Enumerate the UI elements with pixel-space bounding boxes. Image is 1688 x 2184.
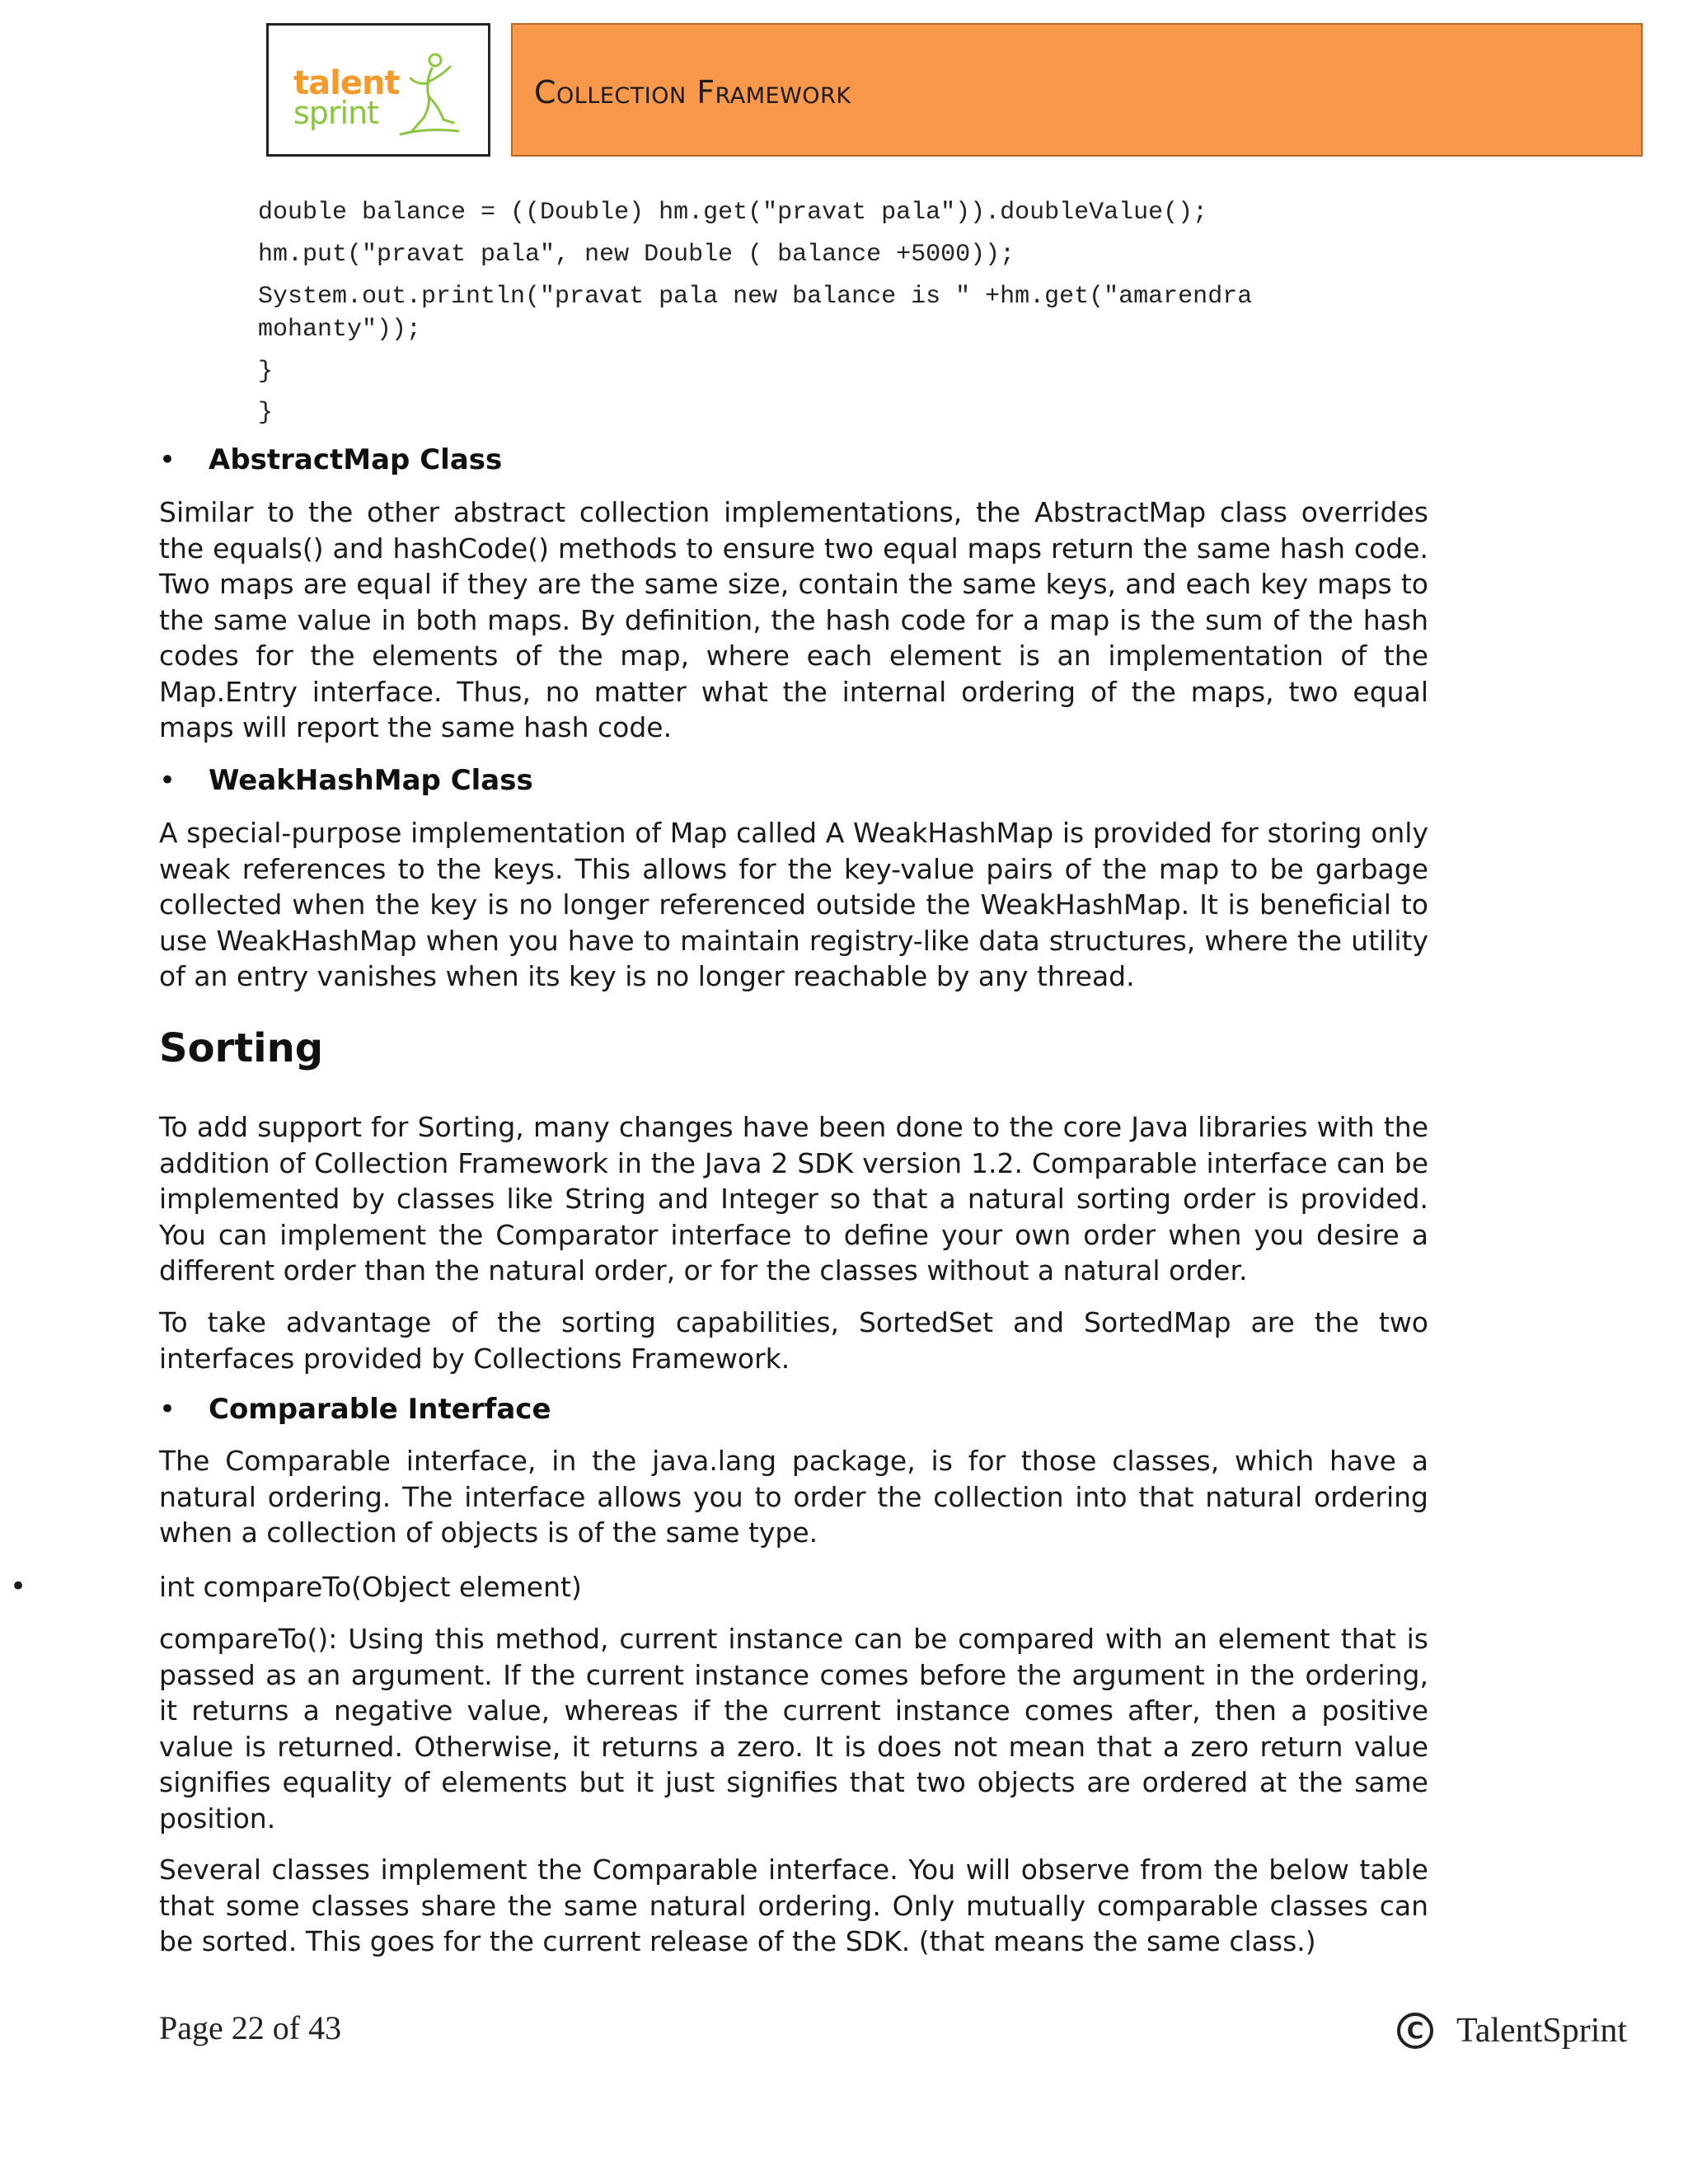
code-line: System.out.println("pravat pala new balance is " +hm.get("amarendra mohanty")); [258,283,1253,344]
bullet-icon: • [159,443,176,476]
code-line: } [258,399,274,427]
paragraph-compareto: compareTo(): Using this method, current instance can be compared with an element that is passed as an argument. If the current instance comes before the argument in the ordering, it returns a negative value, whereas if the current instance comes after, then a positive value is returned. Otherwise, it returns a zero. It is does not mean that a zero return value signifies equality of elements but it just signifies that two objects are ordered at the same position. [159,1623,1428,1835]
paragraph-weakhashmap: A special-purpose implementation of Map called A WeakHashMap is provided for storing only weak references to the keys. This allows for the key-value pairs of the map to be garbage collected when the key is no longer referenced outside the WeakHashMap. It is beneficial to use WeakHashMap when you have to maintain registry-like data structures, where the utility of an entry vanishes when its key is no longer reachable by any thread. [159,817,1428,992]
logo [266,23,490,157]
code-line: hm.put("pravat pala", new Double ( balance +5000)); [258,241,1015,269]
logo-sprint-text: sprint [293,95,379,131]
bullet-icon: • [159,1393,176,1426]
paragraph-sorting-2: To take advantage of the sorting capabilities, SortedSet and SortedMap are the two interfaces provided by Collections Framework. [159,1306,1428,1375]
header-bar [511,23,1643,157]
code-line: double balance = ((Double) hm.get("pravat pala")).doubleValue(); [258,199,1208,227]
bullet-comparable [159,1392,551,1427]
section-title: AbstractMap Class [209,443,503,476]
paragraph-abstractmap: Similar to the other abstract collection implementations, the AbstractMap class overrides the equals() and hashCode() methods to ensure two equal maps return the same hash code. Two maps are equal if they are the same size, contain the same keys, and each key maps to the same value in both maps. By definition, the hash code for a map is the sum of the hash codes for the elements of the map, where each element is an implementation of the Map.Entry interface. Thus, no matter what the internal ordering of the maps, two equal maps will report the same hash code. [159,496,1428,743]
bullet-icon: • [10,1570,27,1603]
copyright-icon: C [1397,2013,1433,2049]
method-signature: int compareTo(Object element) [159,1571,582,1603]
logo-runner-icon [392,49,467,139]
logo-talent-text: talent [293,64,400,102]
footer-copyright [1397,2011,1627,2050]
paragraph-comparable: The Comparable interface, in the java.lang package, is for those classes, which have a natural ordering. The interface allows you to order the collection into that natural ordering when a collection of objects is of the same type. [159,1445,1428,1549]
document-title: Collection Framework [534,74,851,110]
bullet-abstractmap [159,443,502,478]
section-title: WeakHashMap Class [209,764,533,797]
paragraph-sorting-1: To add support for Sorting, many changes have been done to the core Java libraries with the addition of Collection Framework in the Java 2 SDK version 1.2. Comparable interface can be implemented by classes like String and Integer so that a natural sorting order is provided. You can implement the Comparator interface to define your own order when you desire a different order than the natural order, or for the classes without a natural order. [159,1111,1428,1286]
page-number: Page 22 of 43 [159,2009,342,2046]
code-line: } [258,358,274,386]
footer-company: TalentSprint [1456,2012,1628,2050]
bullet-weakhashmap [159,763,533,799]
bullet-icon: • [159,764,176,797]
paragraph-several-classes: Several classes implement the Comparable interface. You will observe from the below table that some classes share the same natural ordering. Only mutually comparable classes can be sorted. This goes for the current release of the SDK. (that means the same class.) [159,1854,1428,1957]
section-title: Comparable Interface [209,1393,551,1426]
heading-sorting: Sorting [159,1025,324,1071]
